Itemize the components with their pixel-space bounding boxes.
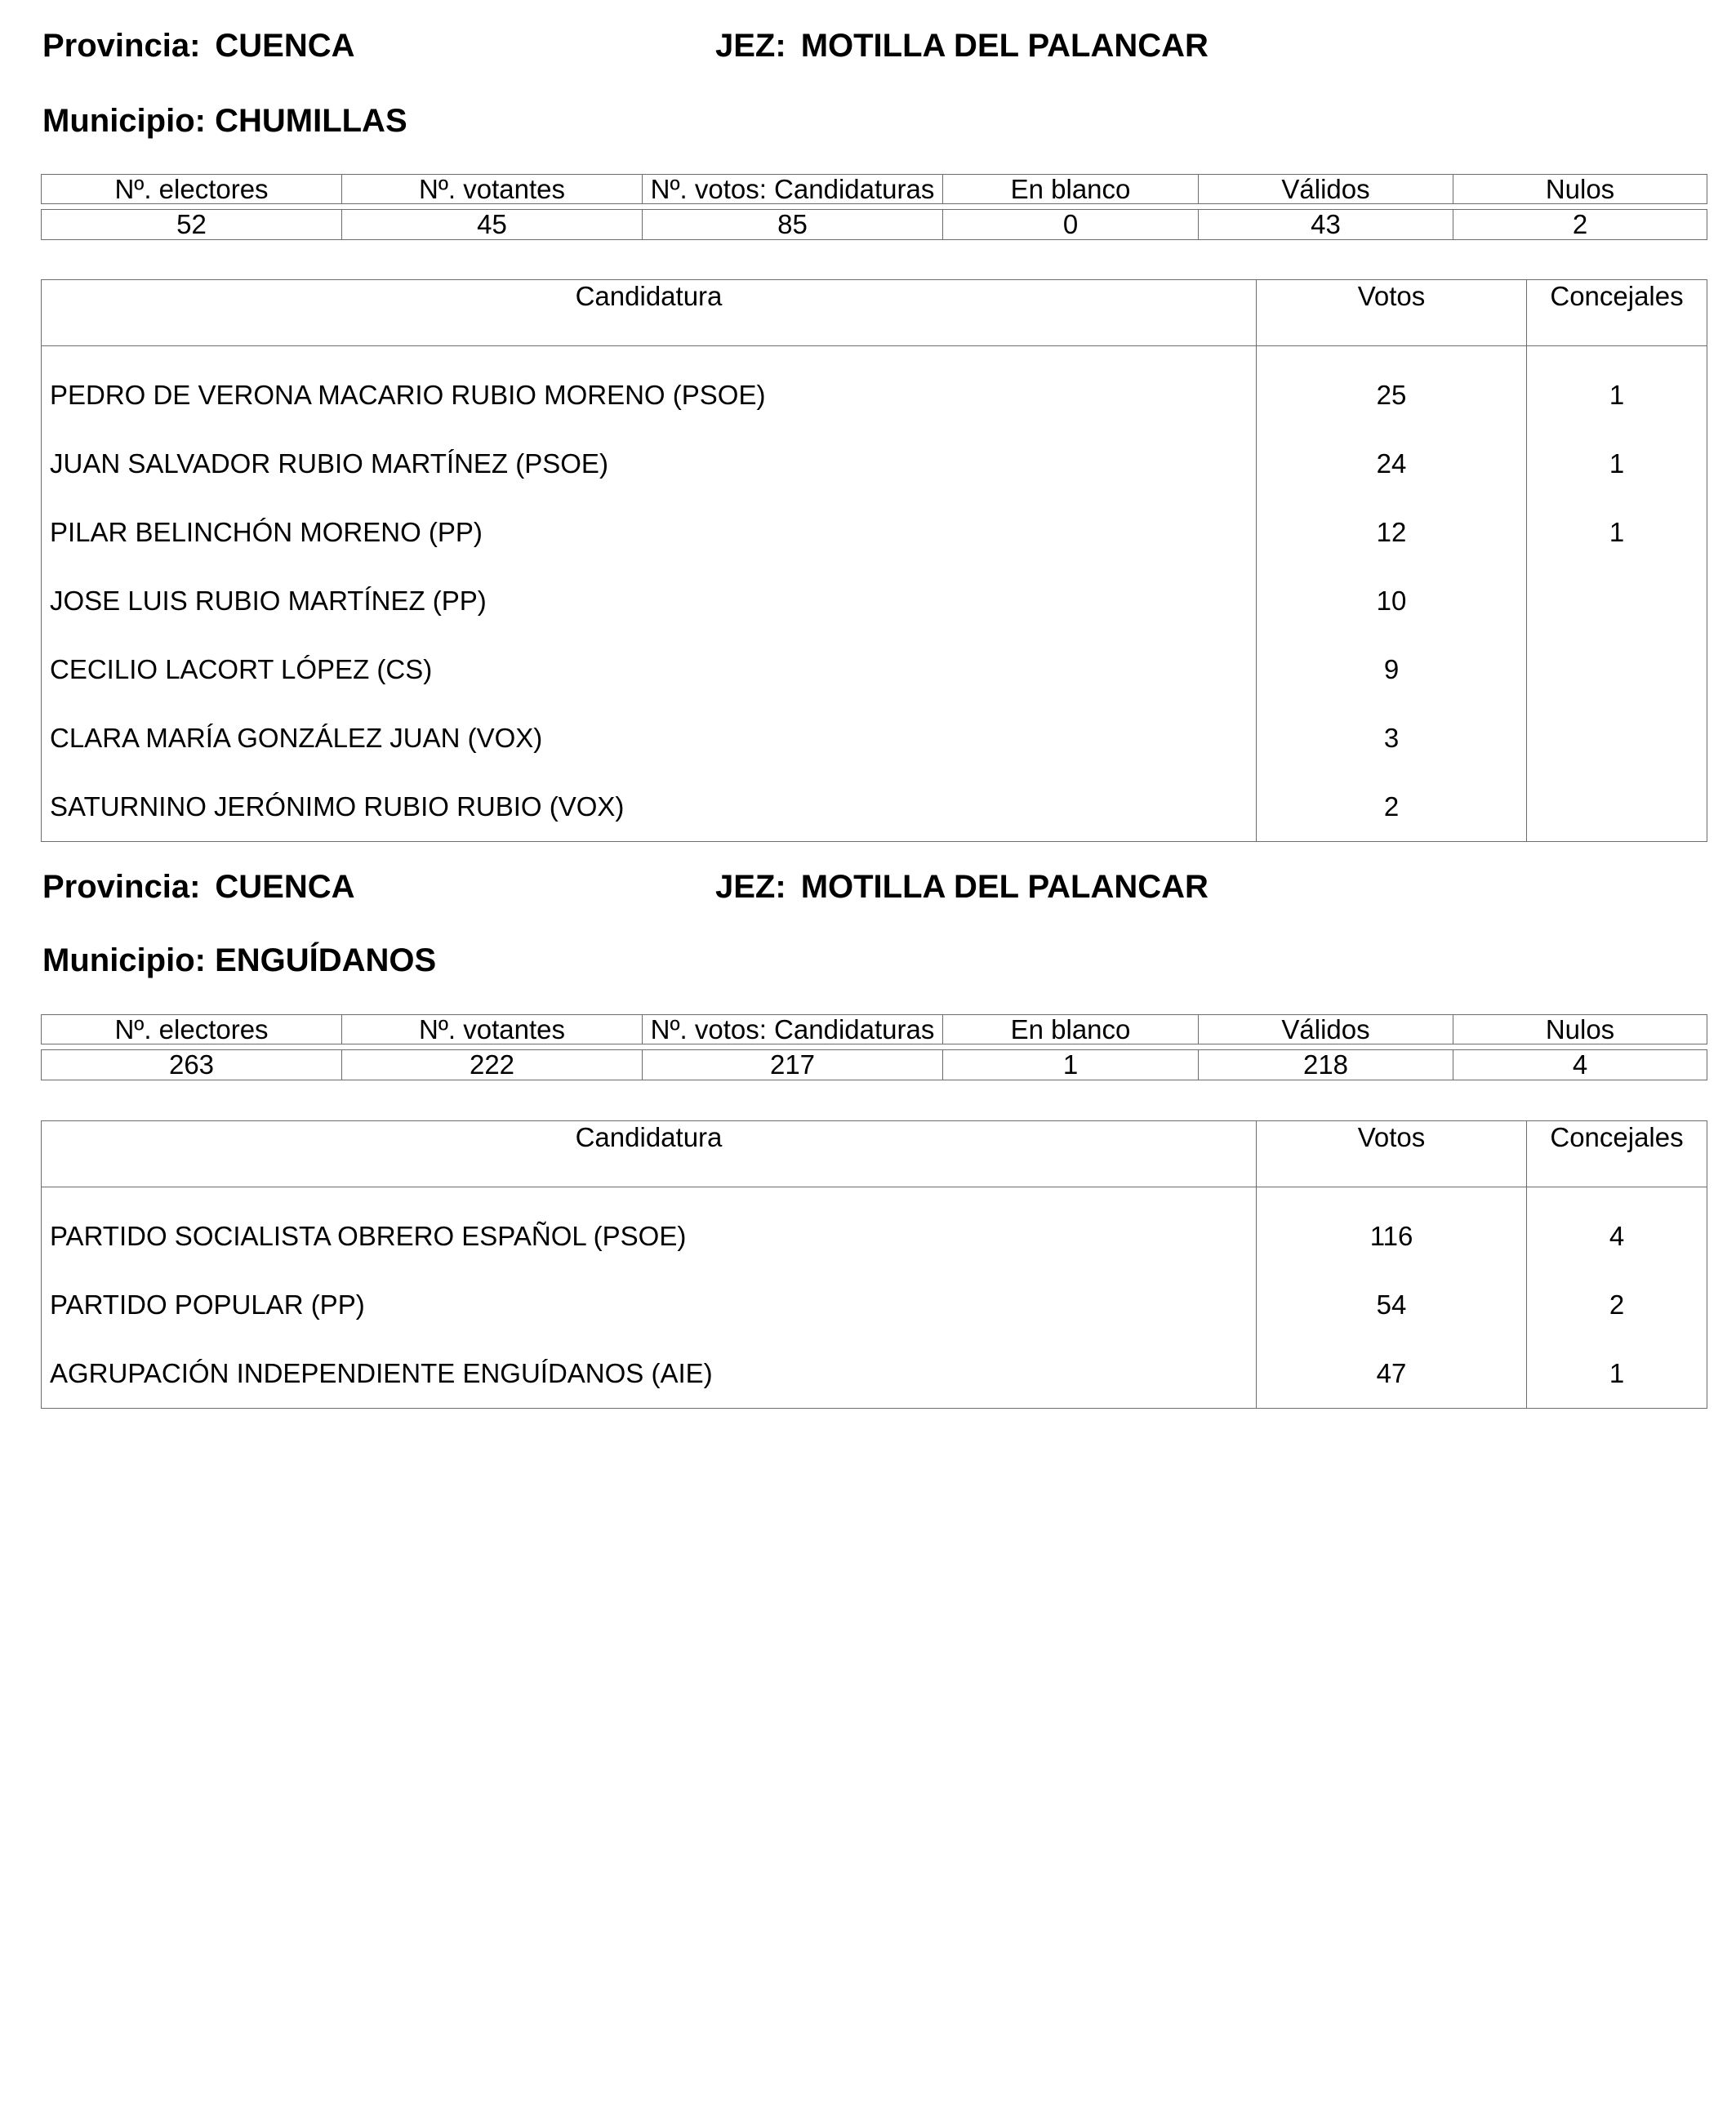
stats-header-en-blanco: En blanco: [943, 1015, 1199, 1044]
stats-header-en-blanco: En blanco: [943, 175, 1199, 204]
stats-value-row: [42, 1050, 1707, 1080]
candidate-votos: 9: [1257, 635, 1527, 704]
stats-value-votantes: 45: [342, 210, 643, 240]
candidates-table: [41, 1120, 1707, 1409]
candidates-header-row: [42, 280, 1707, 346]
candidate-concejales: [1527, 567, 1707, 635]
jez-label: JEZ:: [715, 869, 786, 905]
stats-value-validos: 218: [1199, 1050, 1453, 1080]
candidate-concejales: 1: [1527, 430, 1707, 498]
candidate-concejales: 1: [1527, 498, 1707, 567]
candidate-name: CECILIO LACORT LÓPEZ (CS): [42, 635, 1257, 704]
stats-value-nulos: 4: [1453, 1050, 1707, 1080]
jez-line: [715, 26, 1209, 65]
stats-header-nulos: Nulos: [1453, 1015, 1707, 1044]
municipio-value: ENGUÍDANOS: [215, 942, 437, 978]
section-enguidanos: [41, 866, 1707, 1405]
stats-header-row: [42, 175, 1707, 204]
candidate-name: PARTIDO POPULAR (PP): [42, 1271, 1257, 1339]
table-row: [42, 773, 1707, 842]
jez-value: MOTILLA DEL PALANCAR: [800, 28, 1209, 64]
stats-header-validos: Válidos: [1199, 175, 1453, 204]
provincia-line: [42, 26, 355, 65]
stats-header-votantes: Nº. votantes: [342, 175, 643, 204]
section-chumillas: [41, 24, 1707, 825]
stats-header-votos-candidaturas: Nº. votos: Candidaturas: [643, 1015, 943, 1044]
candidate-concejales: 4: [1527, 1187, 1707, 1272]
municipio-line: [42, 101, 407, 140]
table-row: [42, 1339, 1707, 1409]
stats-value-row: [42, 210, 1707, 240]
jez-value: MOTILLA DEL PALANCAR: [800, 869, 1209, 905]
stats-header-votantes: Nº. votantes: [342, 1015, 643, 1044]
candidate-votos: 10: [1257, 567, 1527, 635]
municipio-line: [42, 941, 436, 980]
stats-header-validos: Válidos: [1199, 1015, 1453, 1044]
jez-line: [715, 867, 1209, 906]
header-candidatura: Candidatura: [42, 1121, 1257, 1187]
candidate-votos: 2: [1257, 773, 1527, 842]
candidate-name: AGRUPACIÓN INDEPENDIENTE ENGUÍDANOS (AIE): [42, 1339, 1257, 1409]
stats-value-en-blanco: 1: [943, 1050, 1199, 1080]
candidate-votos: 25: [1257, 346, 1527, 430]
header-votos: Votos: [1257, 280, 1527, 346]
table-row: [42, 635, 1707, 704]
table-row: [42, 1187, 1707, 1272]
table-row: [42, 346, 1707, 430]
provincia-label: Provincia:: [42, 28, 201, 64]
stats-value-votos-candidaturas: 217: [643, 1050, 943, 1080]
stats-header-nulos: Nulos: [1453, 175, 1707, 204]
stats-value-nulos: 2: [1453, 210, 1707, 240]
candidate-votos: 3: [1257, 704, 1527, 773]
stats-value-electores: 263: [42, 1050, 342, 1080]
stats-table: [41, 1014, 1707, 1080]
provincia-value: CUENCA: [215, 869, 355, 905]
header-candidatura: Candidatura: [42, 280, 1257, 346]
stats-value-validos: 43: [1199, 210, 1453, 240]
municipio-label: Municipio:: [42, 103, 206, 139]
header-concejales: Concejales: [1527, 1121, 1707, 1187]
stats-value-electores: 52: [42, 210, 342, 240]
candidates-table: [41, 279, 1707, 842]
stats-table: [41, 174, 1707, 240]
candidate-votos: 54: [1257, 1271, 1527, 1339]
candidate-concejales: [1527, 704, 1707, 773]
candidate-concejales: 2: [1527, 1271, 1707, 1339]
candidate-name: JUAN SALVADOR RUBIO MARTÍNEZ (PSOE): [42, 430, 1257, 498]
table-row: [42, 704, 1707, 773]
candidate-name: PILAR BELINCHÓN MORENO (PP): [42, 498, 1257, 567]
provincia-label: Provincia:: [42, 869, 201, 905]
candidate-concejales: [1527, 773, 1707, 842]
candidate-name: JOSE LUIS RUBIO MARTÍNEZ (PP): [42, 567, 1257, 635]
municipio-value: CHUMILLAS: [215, 103, 407, 139]
candidate-votos: 47: [1257, 1339, 1527, 1409]
candidates-header-row: [42, 1121, 1707, 1187]
table-row: [42, 567, 1707, 635]
provincia-value: CUENCA: [215, 28, 355, 64]
header-concejales: Concejales: [1527, 280, 1707, 346]
candidate-votos: 12: [1257, 498, 1527, 567]
table-row: [42, 430, 1707, 498]
stats-header-votos-candidaturas: Nº. votos: Candidaturas: [643, 175, 943, 204]
jez-label: JEZ:: [715, 28, 786, 64]
candidate-votos: 116: [1257, 1187, 1527, 1272]
candidate-name: PEDRO DE VERONA MACARIO RUBIO MORENO (PSOE): [42, 346, 1257, 430]
stats-value-en-blanco: 0: [943, 210, 1199, 240]
candidate-concejales: [1527, 635, 1707, 704]
stats-header-electores: Nº. electores: [42, 1015, 342, 1044]
candidate-concejales: 1: [1527, 346, 1707, 430]
table-row: [42, 498, 1707, 567]
candidate-votos: 24: [1257, 430, 1527, 498]
stats-value-votos-candidaturas: 85: [643, 210, 943, 240]
stats-header-electores: Nº. electores: [42, 175, 342, 204]
municipio-label: Municipio:: [42, 942, 206, 978]
candidate-name: CLARA MARÍA GONZÁLEZ JUAN (VOX): [42, 704, 1257, 773]
provincia-line: [42, 867, 355, 906]
header-votos: Votos: [1257, 1121, 1527, 1187]
table-row: [42, 1271, 1707, 1339]
stats-value-votantes: 222: [342, 1050, 643, 1080]
candidate-concejales: 1: [1527, 1339, 1707, 1409]
stats-header-row: [42, 1015, 1707, 1044]
candidate-name: PARTIDO SOCIALISTA OBRERO ESPAÑOL (PSOE): [42, 1187, 1257, 1272]
candidate-name: SATURNINO JERÓNIMO RUBIO RUBIO (VOX): [42, 773, 1257, 842]
